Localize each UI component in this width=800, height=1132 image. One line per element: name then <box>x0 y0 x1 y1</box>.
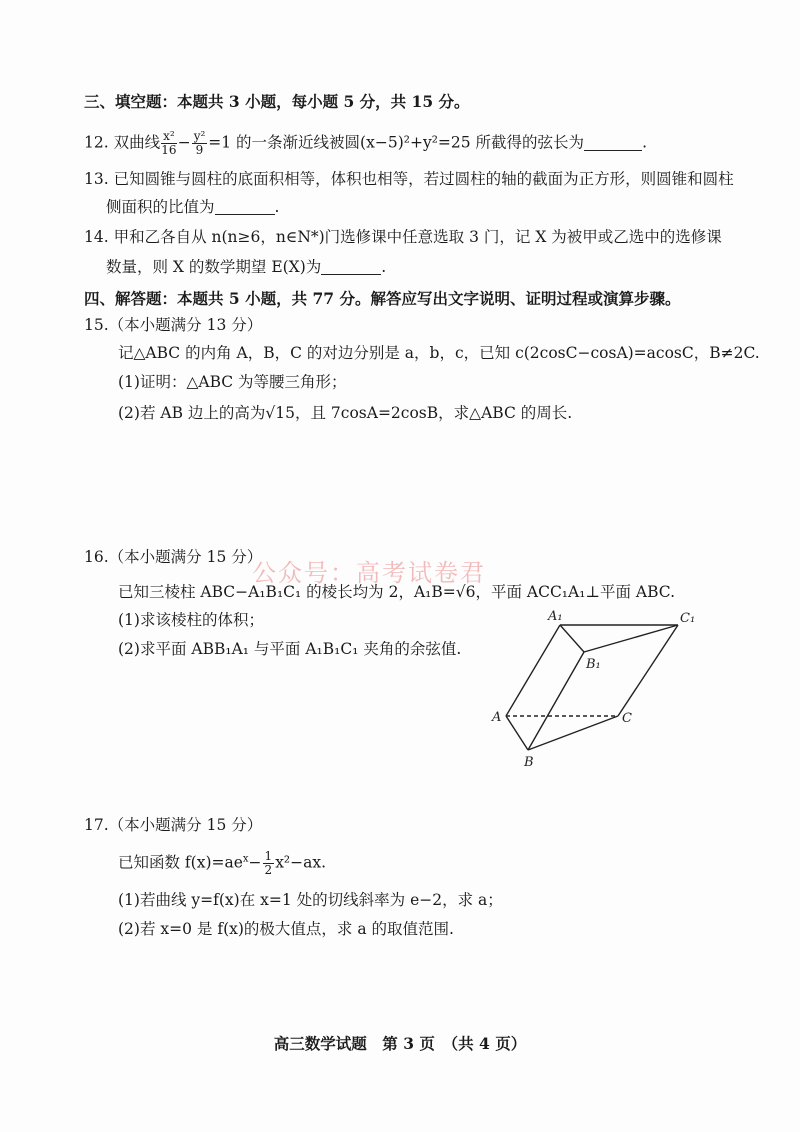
q13-answer-blank[interactable] <box>215 200 275 215</box>
label-A: A <box>492 710 502 725</box>
watermark: 公众号：高考试卷君 <box>252 559 486 587</box>
q17-frac-num: 1 <box>264 849 273 863</box>
label-A1: A₁ <box>548 609 563 624</box>
q17-stem <box>118 850 326 877</box>
prism-figure <box>488 604 698 774</box>
q13-line2-text: 侧面积的比值为 <box>106 198 215 216</box>
q17-stem-pre: 已知函数 f(x)=ae <box>118 853 243 872</box>
q12-end: . <box>642 133 647 152</box>
page-footer: 高三数学试题 第 3 页 （共 4 页） <box>273 1034 527 1053</box>
q15-title: 15.（本小题满分 13 分） <box>84 316 263 334</box>
section3-header: 三、填空题：本题共 3 小题，每小题 5 分，共 15 分。 <box>84 92 470 111</box>
q17-part2: (2)若 x=0 是 f(x)的极大值点，求 a 的取值范围. <box>118 920 454 938</box>
edge-A-B <box>506 716 528 750</box>
q12-fraction-2 <box>192 130 208 157</box>
question-14-line2 <box>106 260 386 276</box>
label-B: B <box>524 755 534 770</box>
q17-fraction <box>263 850 275 877</box>
q17-stem-sup: x <box>242 853 249 865</box>
edge-B-B1 <box>528 652 584 750</box>
label-C: C <box>622 711 632 726</box>
q12-number: 12. <box>84 133 109 152</box>
q17-title: 17.（本小题满分 15 分） <box>84 816 263 834</box>
q12-frac1-den: 16 <box>161 143 177 157</box>
label-C1: C₁ <box>680 611 696 626</box>
q17-frac-den: 2 <box>264 863 273 877</box>
q16-part2: (2)求平面 ABB₁A₁ 与平面 A₁B₁C₁ 夹角的余弦值. <box>118 640 462 658</box>
label-B1: B₁ <box>586 657 601 672</box>
q15-part2: (2)若 AB 边上的高为√15，且 7cosA=2cosB，求△ABC 的周长. <box>118 404 573 422</box>
q12-fraction-1 <box>161 130 177 157</box>
q12-frac2-den: 9 <box>195 143 204 157</box>
q16-stem: 已知三棱柱 ABC−A₁B₁C₁ 的棱长均为 2，A₁B=√6，平面 ACC₁A₁⊥平面 ABC. <box>118 583 676 601</box>
q14-answer-blank[interactable] <box>321 260 381 275</box>
q17-part1: (1)若曲线 y=f(x)在 x=1 处的切线斜率为 e−2，求 a； <box>118 891 503 909</box>
q17-stem-post: x²−ax. <box>275 853 327 872</box>
edge-B1-C1 <box>584 625 678 652</box>
question-14-line1: 14. 甲和乙各自从 n(n≥6，n∈N*)门选修课中任意选取 3 门，记 X 为被甲或乙选中的选修课 <box>84 228 722 246</box>
edge-B-C <box>528 716 618 750</box>
q12-pre: 双曲线 <box>113 133 161 152</box>
q16-title: 16.（本小题满分 15 分） <box>84 548 263 566</box>
q12-answer-blank[interactable] <box>584 136 642 151</box>
question-13-line1: 13. 已知圆锥与圆柱的底面积相等，体积也相等，若过圆柱的轴的截面为正方形，则圆锥和圆柱 <box>84 170 734 188</box>
q12-minus: − <box>177 133 191 152</box>
edge-A-A1 <box>506 625 560 716</box>
q16-part1: (1)求该棱柱的体积； <box>118 611 264 629</box>
q13-end: . <box>274 198 280 216</box>
q15-stem: 记△ABC 的内角 A，B，C 的对边分别是 a，b，c，已知 c(2cosC−cosA)=acosC，B≠2C. <box>118 344 760 362</box>
q15-part1: (1)证明：△ABC 为等腰三角形； <box>118 373 347 391</box>
question-12 <box>84 130 647 157</box>
q12-frac1-num: x² <box>163 129 175 143</box>
q14-end: . <box>381 258 387 276</box>
q12-post: =1 的一条渐近线被圆(x−5)²+y²=25 所截得的弦长为 <box>208 133 585 152</box>
q17-stem-minus: − <box>248 853 262 872</box>
edge-A1-B1 <box>560 625 584 652</box>
question-13-line2 <box>106 200 279 216</box>
section4-header: 四、解答题：本题共 5 小题，共 77 分。解答应写出文字说明、证明过程或演算步骤。 <box>84 289 681 308</box>
q12-frac2-num: y² <box>193 129 206 143</box>
q14-line2-text: 数量，则 X 的数学期望 E(X)为 <box>106 258 322 276</box>
edge-C-C1 <box>618 625 678 716</box>
